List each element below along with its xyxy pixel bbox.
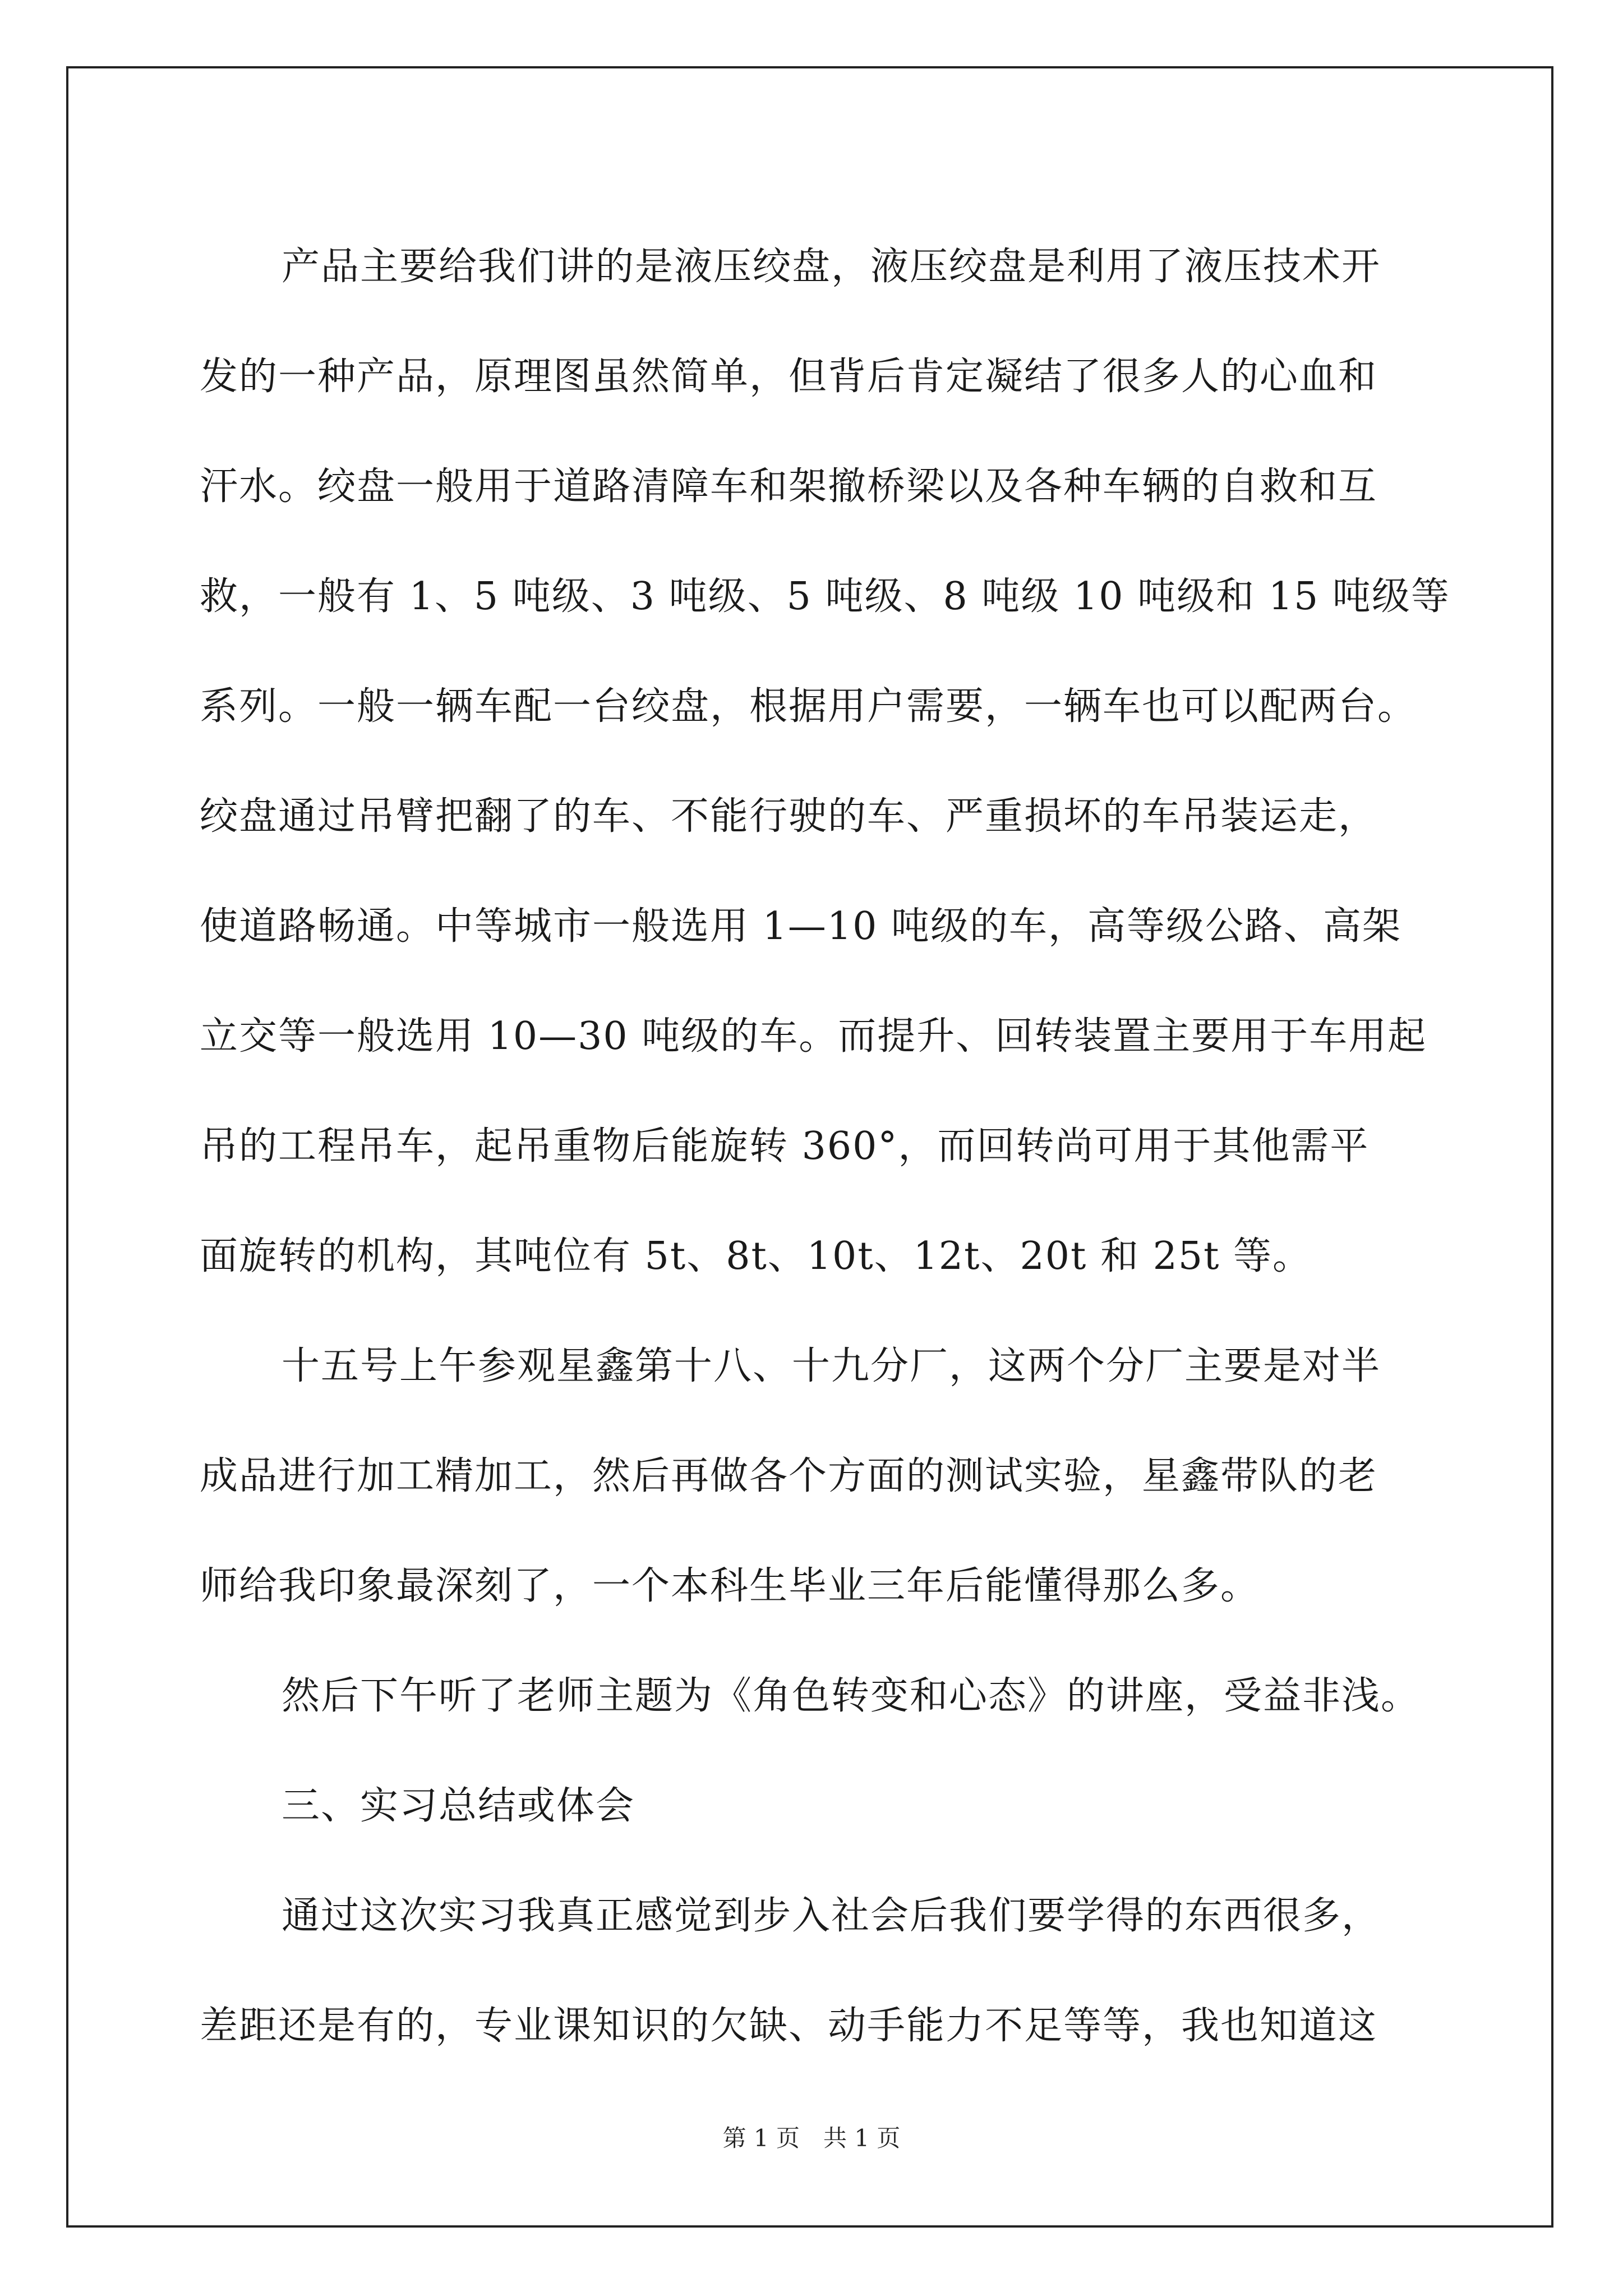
text-line: 成品进行加工精加工，然后再做各个方面的测试实验，星鑫带队的老 [200, 1454, 1378, 1498]
section-heading: 三、实习总结或体会 [282, 1784, 635, 1828]
text-line: 发的一种产品，原理图虽然简单，但背后肯定凝结了很多人的心血和 [200, 355, 1378, 399]
text-line: 救，一般有 1、5 吨级、3 吨级、5 吨级、8 吨级 10 吨级和 15 吨级等 [200, 574, 1450, 619]
text-line: 绞盘通过吊臂把翻了的车、不能行驶的车、严重损坏的车吊装运走， [200, 794, 1378, 839]
page-total: 共 1 页 [823, 2124, 901, 2152]
text-line: 然后下午听了老师主题为《角色转变和心态》的讲座，受益非浅。 [282, 1674, 1421, 1718]
page-footer [0, 2122, 1623, 2155]
text-line: 师给我印象最深刻了，一个本科生毕业三年后能懂得那么多。 [200, 1564, 1260, 1608]
text-line: 差距还是有的，专业课知识的欠缺、动手能力不足等等，我也知道这 [200, 2004, 1378, 2048]
text-line: 通过这次实习我真正感觉到步入社会后我们要学得的东西很多， [282, 1894, 1381, 1938]
text-line: 汗水。绞盘一般用于道路清障车和架撤桥梁以及各种车辆的自救和互 [200, 464, 1378, 509]
text-line: 面旋转的机构，其吨位有 5t、8t、10t、12t、20t 和 25t 等。 [200, 1234, 1312, 1278]
text-line: 系列。一般一辆车配一台绞盘，根据用户需要，一辆车也可以配两台。 [200, 684, 1417, 729]
text-line: 立交等一般选用 10—30 吨级的车。而提升、回转装置主要用于车用起 [200, 1014, 1427, 1059]
document-body [200, 212, 1450, 2081]
text-line: 十五号上午参观星鑫第十八、十九分厂，这两个分厂主要是对半 [282, 1344, 1381, 1388]
text-line: 吊的工程吊车，起吊重物后能旋转 360°，而回转尚可用于其他需平 [200, 1124, 1370, 1168]
text-line: 产品主要给我们讲的是液压绞盘，液压绞盘是利用了液压技术开 [282, 245, 1381, 289]
page-number: 第 1 页 [722, 2124, 800, 2152]
text-line: 使道路畅通。中等城市一般选用 1—10 吨级的车，高等级公路、高架 [200, 904, 1402, 949]
